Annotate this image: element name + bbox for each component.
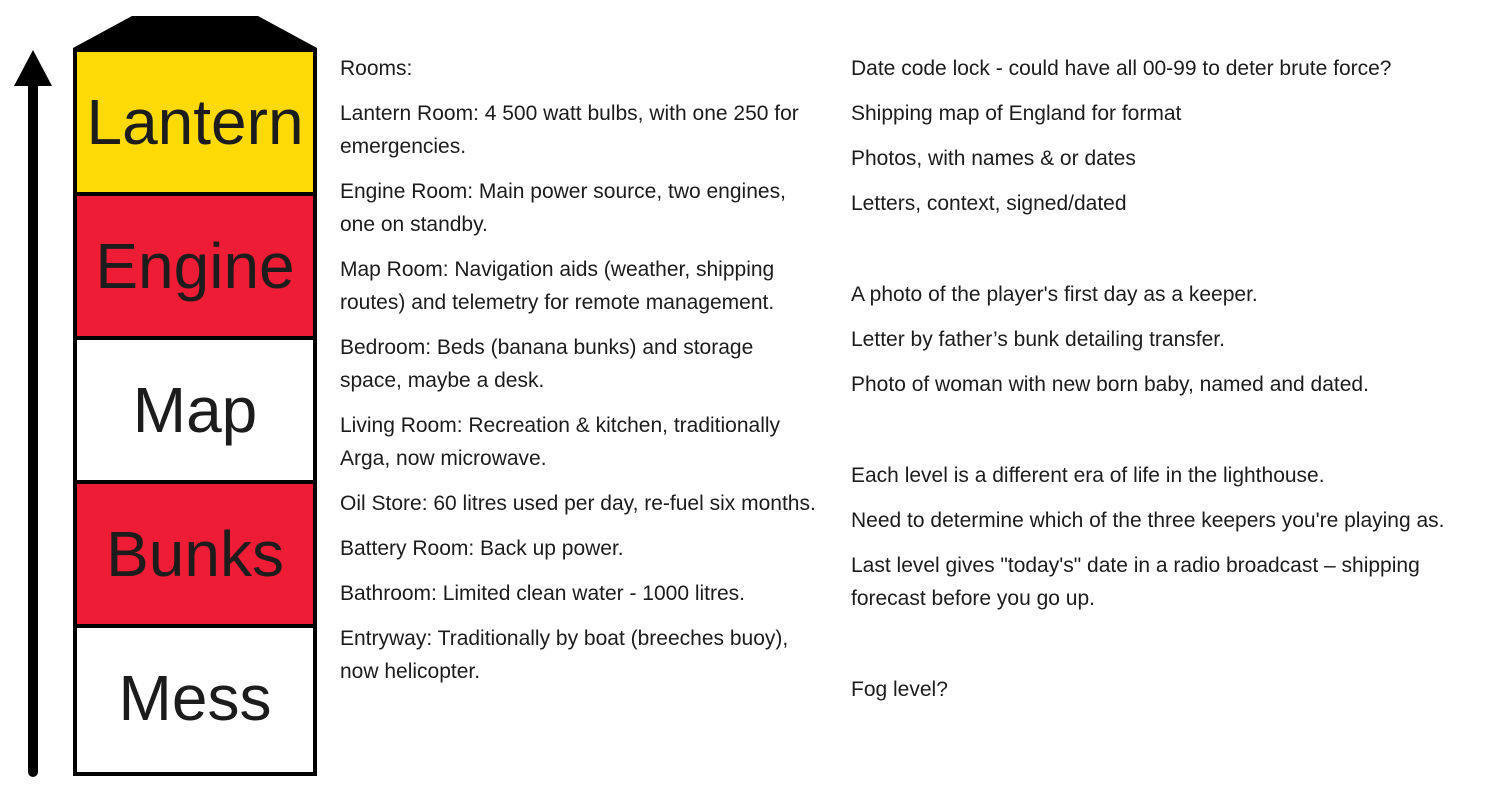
room-item: Lantern Room: 4 500 watt bulbs, with one 250 for emergencies.: [340, 102, 799, 158]
level-bunks: [77, 484, 313, 624]
note-item: Photos, with names & or dates: [851, 147, 1136, 170]
room-item: Map Room: Navigation aids (weather, shipping routes) and telemetry for remote management.: [340, 258, 775, 314]
rooms-heading: Rooms:: [340, 57, 413, 80]
note-item: Fog level?: [851, 678, 948, 701]
level-lantern: [77, 52, 313, 192]
up-arrow-icon: [0, 0, 70, 800]
note-item: Shipping map of England for format: [851, 102, 1182, 125]
note-item: Date code lock - could have all 00-99 to deter brute force?: [851, 57, 1392, 80]
room-item: Oil Store: 60 litres used per day, re-fuel six months.: [340, 492, 816, 515]
room-item: Bathroom: Limited clean water - 1000 litres.: [340, 582, 746, 605]
room-item: Engine Room: Main power source, two engines, one on standby.: [340, 180, 786, 236]
level-label: Map: [132, 374, 258, 446]
notes-list: [851, 52, 1471, 718]
room-item: Battery Room: Back up power.: [340, 537, 624, 560]
lighthouse-tower: [73, 48, 317, 776]
level-label: Mess: [118, 662, 272, 734]
level-mess: [77, 628, 313, 768]
note-item: Letters, context, signed/dated: [851, 192, 1127, 215]
level-label: Bunks: [106, 518, 284, 590]
level-map: [77, 340, 313, 480]
level-label: Lantern: [86, 86, 304, 158]
note-item: Need to determine which of the three keepers you're playing as.: [851, 509, 1445, 532]
level-engine: [77, 196, 313, 336]
note-item: Letter by father’s bunk detailing transfer.: [851, 328, 1225, 351]
note-item: Each level is a different era of life in the lighthouse.: [851, 464, 1325, 487]
room-item: Bedroom: Beds (banana bunks) and storage space, maybe a desk.: [340, 336, 754, 392]
note-item: Photo of woman with new born baby, named and dated.: [851, 373, 1369, 396]
room-item: Entryway: Traditionally by boat (breeches buoy), now helicopter.: [340, 627, 789, 683]
rooms-list: [340, 52, 820, 700]
note-item: Last level gives "today's" date in a radio broadcast – shipping forecast before you go up.: [851, 554, 1420, 610]
level-label: Engine: [95, 230, 295, 302]
room-item: Living Room: Recreation & kitchen, traditionally Arga, now microwave.: [340, 414, 781, 470]
note-item: A photo of the player's first day as a keeper.: [851, 283, 1258, 306]
